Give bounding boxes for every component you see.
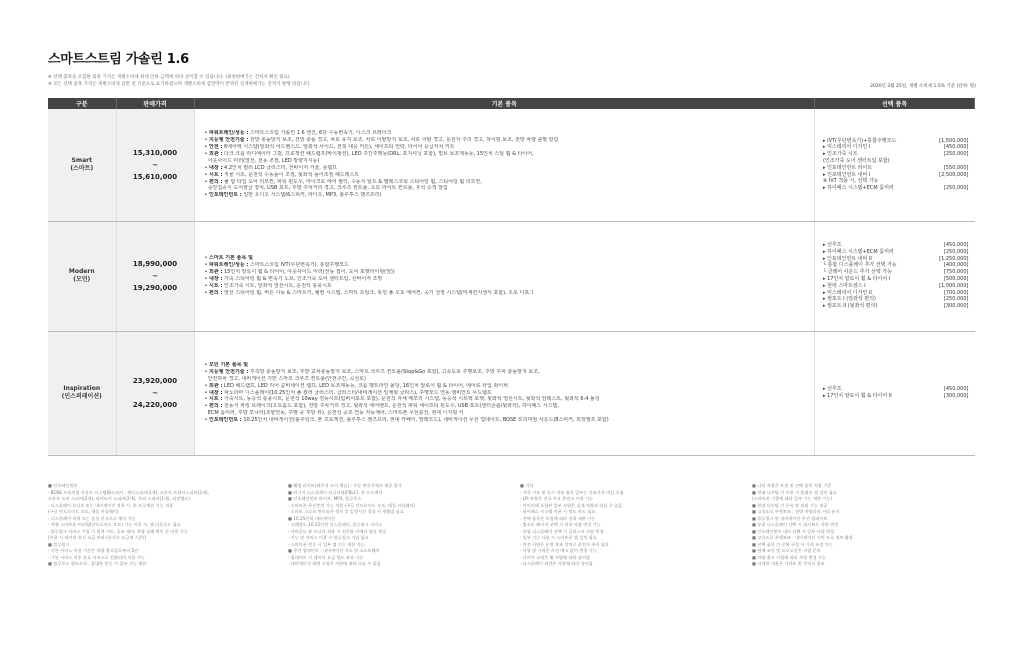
basic-item-text: 가죽시트, 동승석 통풍시트, 운전석 10way 전동시트(럼버서포트 포함), 운전석 자세 메모리 시스템, 동승석 시트백 포켓, 뒷좌석 열선시트, 뒷좌석 암레스트, 뒷좌석 6:4 폴딩 [222, 396, 600, 403]
option-name: ▸ 컴포트 I (앞좌석 편의) [823, 296, 876, 303]
basic-item-text: LED 헤드램프, LED 리어 콤비네이션 램프, LED 보조제동등, 크롬 벨트라인 몰딩, 16인치 알로이 휠 & 타이어, 에어로 타입 와이퍼 [222, 382, 508, 389]
option-name: (인조가죽 도어 센터트림 포함) [823, 157, 890, 164]
basic-item [205, 362, 809, 369]
option-price: [250,000] [943, 185, 969, 192]
option-price: [450,000] [943, 242, 969, 249]
option-name: ▸ 선루프 [823, 242, 842, 249]
option-price: [1,000,000] [939, 282, 969, 289]
footnote-line: · 스마트폰 연동 시 일부 앱 기능 제한 가능 [288, 541, 365, 547]
table-row [48, 109, 975, 221]
option-name: ▸ 인포테인먼트 내비 II [823, 255, 872, 262]
basic-items-cell [194, 331, 815, 455]
basic-item [205, 396, 809, 403]
option-name: ▸ 17인치 알로이 휠 & 타이어 I [823, 276, 891, 282]
footnote-line: ■ 판매 조건 및 프로모션은 지점 문의 [752, 548, 821, 553]
basic-item-category: 시트 : [209, 396, 223, 403]
option-price: [450,000] [943, 144, 969, 151]
table-row [48, 221, 975, 331]
bullet-icon: • [204, 255, 210, 262]
bullet-icon: • [204, 417, 210, 424]
bullet-icon: • [204, 171, 210, 178]
bullet-icon: • [204, 403, 210, 410]
footnote-line: · 디스플레이 오디오 또는 내비게이션 적용 시, 폰 프로젝션 기능 적용 [48, 502, 174, 508]
footnote-line: ■ 현대 디지털 키 등록 및 관리 기능 제공 [752, 502, 828, 508]
basic-item [205, 172, 809, 179]
basic-item-category: 편의 : [209, 178, 223, 185]
option-price: [400,000] [943, 262, 969, 269]
basic-item-text: 풀 탑 타입 도어 리모컨, 파워 윈도우, 마이크로 에어 필터, 수동식 틸트 & 텔레스코픽 스티어링 휠, 스티어링 휠 리모컨, [222, 178, 482, 185]
page-title: 스마트스트림 가솔린 1.6 [48, 52, 189, 67]
bullet-icon: • [204, 130, 210, 137]
footnote-line: · 고해상도 10.25인치 디스플레이, 블루링크 서비스 [288, 522, 383, 527]
basic-item [205, 130, 809, 137]
basic-item [205, 390, 809, 397]
option-price: [500,000] [943, 276, 969, 282]
footnote-line: · 블루링크 서비스 가입 시 원격 시동, 공조 제어, 차량 상태 확인 등 이용 가능 [48, 528, 188, 534]
footnote-line: ■ 블루링크 [48, 541, 70, 547]
footnote-line: · 서라운드 뷰 모니터 적용 시 전후방 카메라 영상 제공 [288, 528, 387, 534]
price-value: 23,920,000 [132, 377, 178, 385]
price-value: ~ [152, 272, 158, 280]
basic-item-text: 4.2인치 컬러 LCD 클러스터, 선바이저 거울, 풋램프 [222, 164, 337, 171]
basic-item-text: 스마트스트림 IVT(무단변속기), 통합주행모드 [248, 262, 349, 269]
price-value: 19,290,000 [132, 284, 178, 292]
basic-item-category: 인포테인먼트 : [209, 192, 242, 199]
price-value: ~ [152, 389, 158, 397]
option-name: ▸ 익스테리어 디자인 I [823, 144, 871, 151]
basic-item [205, 165, 809, 172]
basic-item [205, 151, 809, 158]
option-name: ▸ IVT(무단변속기)+통합주행모드 [823, 137, 897, 144]
basic-item-text: 가죽 스티어링 휠 & 변속기 노브, 인조가죽 도어 센터트림, 선바이저 조명 [222, 276, 383, 282]
basic-item-text: ECM 룸미러, 후방 모니터(조향연동, 주행 중 후방 뷰), 운전석 공조 연동 자동제어, 스마트폰 무선충전, 현대 디지털 키 [207, 410, 464, 417]
footnote-line: · 스마트 크루즈 컨트롤은 정지 후 일정시간 경과 시 재출발 필요 [288, 509, 404, 514]
footnote-line: · 기능 및 서비스 이용 시 블루링크 가입 필요 [288, 535, 369, 540]
footnote-line: [이용 시 데이터 통신 요금 부과 (통신사 요금제 기준)] [48, 535, 147, 540]
date-note: 2020년 3월 25일, 개별 소비세 1.5% 기준 (단위: 원) [870, 84, 976, 89]
option-price: [550,000] [943, 164, 969, 171]
bullet-icon: • [204, 164, 210, 171]
option-name: ▸ 인포테인먼트 라이트 [823, 164, 873, 171]
basic-item-category: 외관 : [209, 269, 223, 276]
footnote-line: ■ 차량 출고 시점에 따라 사양 변경 가능 [752, 554, 826, 560]
basic-items-cell [194, 221, 815, 331]
basic-item-text: 6에어백 시스템(앞좌석 어드밴스드, 앞좌석 사이드, 전복 대응 커튼), 세이프티 언락, 타이어 응급처치 키트 [222, 144, 455, 151]
table-row [48, 331, 975, 455]
option-items-cell [815, 109, 975, 221]
basic-item-category: 시트 : [209, 282, 223, 289]
footnote-line: · 기본 서비스 이용 기간은 차량 출고일로부터 5년 [48, 548, 139, 553]
bullet-icon: • [204, 192, 210, 199]
trim-name: Smart [71, 156, 92, 164]
price-value: 24,220,000 [132, 401, 178, 409]
bullet-icon: • [204, 178, 210, 185]
option-item [823, 165, 969, 172]
basic-item-category: 인포테인먼트 : [209, 417, 242, 424]
option-price: [250,000] [943, 151, 969, 158]
basic-item [205, 262, 809, 269]
footnote-line: · 하이패스 시스템 이용 시 별도 카드 필요 [520, 509, 596, 514]
bullet-icon: • [204, 137, 210, 144]
basic-item-category: 내장 : [209, 276, 223, 282]
footnote-line: · LPi 차량은 전국 주요 충전소 이용 가능 [520, 496, 594, 501]
basic-item-text: 안전하차 경고, 내비게이션 기반 스마트 크루즈 컨트롤(안전구간, 곡선로) [207, 375, 366, 382]
footnote-line: ■ 블루링크 및 내비게이션 무선 업데이트 [752, 515, 828, 521]
footnote-line: ■ 러기지 디스플레이 모니터링(FBLC), 폰 프로젝션 [288, 489, 383, 495]
footnote-line: ■ 인포테인먼트 라이트, MP3, 블루투스 [288, 496, 362, 501]
footnote-line: - 차량 스마트폰 미러링(안드로이드 오토) 기능 이용 시, 앱 다운로드 필요 [48, 522, 181, 527]
option-price: [2,500,000] [939, 171, 969, 178]
footnote-line: · 디스플레이 외관은 사양에 따라 상이함 [520, 561, 593, 566]
header-trim: 구분 [48, 98, 116, 109]
basic-item-category: 지능형 안전기술 : [209, 368, 249, 375]
trim-name: (인스퍼레이션) [61, 393, 102, 400]
option-name: └ 클레어 사운드 추가 선택 가능 [823, 269, 892, 276]
bullet-icon: • [204, 276, 210, 282]
footnote-line: ■ 고속도로 주행보조 : 내비게이션 기반 도로 정보 활용 [752, 535, 853, 540]
footnote-line: · 업데이트 시 데이터 요금 별도 부과 가능 [288, 554, 364, 560]
footnote-line: · 이미지에 포함된 일부 사양은 실제 차량과 다를 수 있음 [520, 502, 623, 508]
basic-item [205, 283, 809, 290]
basic-item-text: 중앙집중식 도어잠금 장치, USB 포트, 후방 주차거리 경고, 크루즈 컨트롤, 오토 라이트 컨트롤, 후석 승객 알림 [207, 185, 448, 192]
basic-item-text: 다크 크롬 라디에이터 그릴, 프로젝션 헤드램프(바이펑션), LED 주간주행등(DRL, 포지셔닝 포함), 벌브 보조제동등, 15인치 스틸 휠 & 타이어, [222, 150, 534, 157]
footnote-line: ■ 고속도로 주행보조 : 전방 차량과의 거리 유지 [752, 509, 840, 514]
footnote-line: ■ 인포테인먼트 [48, 483, 78, 488]
basic-item-category: 내장 : [209, 389, 223, 396]
trim-name-cell [48, 331, 116, 455]
option-price: [1,500,000] [939, 137, 969, 144]
top-note: ※ 선택 품목을 포함한 외관 가격은 개별소비세 최대 인하 금액에 따라 상이할 수 있습니다. (최종판매가는 견적서 확인 필요) [48, 75, 290, 80]
option-name: ▸ 익스테리어 디자인 II [823, 289, 872, 296]
basic-item [205, 417, 809, 424]
basic-item [205, 158, 809, 165]
basic-item-category: 스마트 기본 품목 및 [209, 255, 253, 262]
bullet-icon: • [204, 382, 210, 389]
price-value: ~ [152, 160, 158, 169]
option-item [823, 303, 969, 310]
option-price: [250,000] [943, 248, 969, 255]
basic-item [205, 410, 809, 417]
basic-item-text: 전방 충돌방지 보조, 전방 충돌 경고, 차로 유지 보조, 차로 이탈방지 보조, 차로 이탈 경고, 운전자 주의 경고, 하이빔 보조, 전방 차량 출발 알림 [248, 137, 559, 144]
basic-item [205, 137, 809, 144]
footnote-column [288, 483, 523, 568]
option-name: ▸ 하이패스 시스템+ECM 룸미러 [823, 248, 894, 255]
footnote-line: ■ 현대 디지털 키 이용 시 휴대폰 앱 설치 필요 [752, 489, 837, 495]
bullet-icon: • [204, 144, 210, 151]
basic-item [205, 376, 809, 383]
option-name: ※ IVT 적용 시, 선택 가능 [823, 178, 879, 185]
price-table [48, 98, 975, 456]
bullet-icon: • [204, 282, 210, 289]
option-price: [750,000] [943, 269, 969, 276]
footnote-column [520, 483, 755, 568]
option-name: ▸ 현대 스마트센스 I [823, 282, 866, 289]
basic-item-text: 인조가죽 시트, 앞좌석 열선시트, 운전석 통풍시트 [222, 282, 332, 289]
option-price: [300,000] [943, 303, 969, 310]
footnote-line: ■ 10.25인치 내비게이션 [288, 515, 335, 521]
option-item [823, 185, 969, 192]
option-name: ▸ 인포테인먼트 내비 I [823, 171, 871, 178]
option-item [823, 249, 969, 256]
basic-item [205, 185, 809, 192]
basic-item-category: 외관 : [209, 150, 223, 157]
header-price: 판매가격 [116, 98, 194, 109]
trim-name: (모던) [73, 276, 91, 283]
option-item [823, 242, 969, 249]
footnote-line: ■ 인포테인먼트 내비 선택 시 일부 사양 변경 [752, 528, 835, 534]
bullet-icon: • [204, 289, 210, 296]
bullet-icon: • [204, 269, 210, 276]
option-item [823, 386, 969, 393]
option-item [823, 269, 969, 276]
basic-item-category: 편의 : [209, 289, 223, 296]
basic-item-category: 내장 : [209, 164, 223, 171]
option-name: ▸ 컴포트 II (뒷좌석 편의) [823, 303, 878, 310]
footnote-column [752, 483, 987, 568]
option-price: [700,000] [943, 289, 969, 296]
basic-item-category: 편의 : [209, 403, 223, 410]
basic-item-text: 15인치 알로이 휠 & 타이어, 아웃사이드 미러(전동 접이, 도어 포켓라이팅(앞)) [222, 269, 395, 276]
price-value: 15,610,000 [132, 172, 178, 181]
option-items-cell [815, 221, 975, 331]
basic-item [205, 269, 809, 276]
table-header-row [48, 98, 975, 109]
trim-name: Inspiration [63, 385, 101, 392]
option-price: [450,000] [943, 386, 969, 393]
basic-item [205, 369, 809, 376]
price-value: 15,310,000 [132, 148, 178, 157]
footnote-line: ■ 무선 업데이트 : 내비게이션 지도 및 소프트웨어 [288, 548, 380, 553]
trim-name: Modern [68, 268, 95, 275]
trim-name-cell [48, 221, 116, 331]
basic-item-category: 모던 기본 품목 및 [209, 361, 249, 368]
basic-item [205, 403, 809, 410]
basic-item-category: 시트 : [209, 171, 223, 178]
footnote-line: · 일부 기능 사용 시 스마트폰 앱 설치 필요 [520, 535, 597, 540]
basic-item-text: 후측방 충돌방지 보조, 후방 교차충돌방지 보조, 스마트 크루즈 컨트롤(Stop&Go 포함), 고속도로 주행보조, 후방 주차 충돌방지 보조, [248, 368, 540, 375]
price-cell [116, 109, 194, 221]
price-cell [116, 331, 194, 455]
price-cell [116, 221, 194, 331]
footnote-line: · 내비게이션 화면 구성은 사양에 따라 다를 수 있음 [288, 561, 381, 566]
basic-item-text: 아웃사이드 미러(열선, 전동 조절, LED 방향지시등) [207, 157, 320, 164]
header-basic-items: 기본 품목 [194, 98, 815, 109]
basic-item [205, 276, 809, 283]
option-name: └ 통합 디스플레이 추가 선택 가능 [823, 262, 897, 269]
option-item [823, 158, 969, 165]
option-item [823, 151, 969, 158]
footnote-line: · 안전 사양은 운전 보조 장치로 운전자 주의 필요 [520, 541, 609, 547]
option-price: [300,000] [943, 393, 969, 399]
basic-item-category: 외관 : [209, 382, 223, 389]
footnote-column [48, 483, 283, 568]
footnote-line: · 통합 디스플레이 선택 시 클러스터 사양 변경 [520, 528, 604, 534]
footnote-line: · 사양 및 가격은 사전 예고 없이 변경 가능 [520, 548, 597, 553]
footnote-line: · 선택 품목은 트림에 따라 장착 제한 가능 [520, 515, 596, 521]
footnote-line: - 디스플레이 터치 또는 음성 인식으로 제어 가능 [48, 515, 136, 521]
option-price: [250,000] [943, 296, 969, 303]
top-notes [48, 74, 311, 88]
footnote-line: ■ 나의 차량은 트림 및 선택 품목 적용 기준 [752, 483, 832, 488]
basic-item [205, 290, 809, 297]
top-note: ※ 모든 선택 품목 가격은 개별소비세 감면 전 기준으로 표기하였으며 개별소비세 감면액이 반영된 실제판매가는 견적서 발행 바랍니다. [48, 82, 311, 87]
bullet-icon: • [204, 150, 210, 157]
footnote-line: · 타이어 규격은 휠 사양에 따라 상이함 [520, 554, 590, 560]
option-item [823, 276, 969, 283]
basic-item-category: 지능형 안전기술 : [209, 137, 249, 144]
option-name: ▸ 하이패스 시스템+ECM 룸미러 [823, 185, 894, 192]
basic-item-text: 직물 시트, 운전석 수동높이 조절, 뒷좌석 높이조절 헤드레스트 [222, 171, 360, 178]
trim-name: (스마트) [70, 164, 94, 172]
basic-item-text: 스마트스트림 가솔린 1.6 엔진, 6단 수동변속기, 디스크 브레이크 [248, 130, 392, 137]
footnote-line: ■ 기타 [520, 483, 534, 488]
header-option-items: 선택 품목 [815, 98, 975, 109]
bullet-icon: • [204, 368, 210, 375]
basic-item-text: 파노라마 디스플레이(10.25인치 풀 컬러 클러스터, 클러스터/내비게이션 일체형 글라스), 주행모드 연동 앰비언트 무드램프 [222, 389, 492, 396]
footnote-line: ■ 선택 품목 간 중복 구성 시 가격 조정 가능 [752, 541, 833, 547]
footnote-line: ■ 자세한 내용은 가격표 및 견적서 참조 [752, 561, 825, 566]
bullet-icon: • [204, 396, 210, 403]
footnote-line: · 기본 서비스 이후 유료 서비스로 전환되며 사용 가능 [48, 554, 145, 560]
basic-item [205, 144, 809, 151]
basic-item-text: 전동식 파킹 브레이크(오토홀드 포함), 전방 주차거리 경고, 뒷좌석 에어벤트, 운전석 파워 세이프티 윈도우, USB 포트(센터콘솔/뒷좌석), 하이패스 시스템, [222, 403, 559, 410]
footnote-line: ■ 통합 디스플레이 선택 시 대시보드 사양 변경 [752, 522, 839, 527]
footnote-line: ■ 블루투스 핸즈프리 : 휴대폰 연동 시 일부 기능 제한 [48, 561, 147, 566]
basic-item [205, 192, 809, 199]
option-item [823, 393, 969, 400]
bullet-icon: • [204, 262, 210, 269]
basic-item-category: 안전 : [209, 144, 223, 151]
option-name: ▸ 인조가죽 시트 [823, 151, 858, 158]
price-value: 18,990,000 [132, 260, 178, 268]
footnote-line: · BOSE 프리미엄 사운드 시스템(8스피커 : 센터스피커(1개), 프론트 트위터스피커(2개), [48, 489, 209, 495]
basic-item-text: 10.25인치 내비게이션(블루링크, 폰 프로젝션, 블루투스 핸즈프리, 현대 카페이, 발레모드), 내비게이션 무선 업데이트, BOSE 프리미엄 사운드(8스피커, 외장앰프 포함) [241, 417, 609, 424]
footnote-line: 프론트 도어 스피커(2개), 리어도어 스피커(2개), 우퍼 스피커(1개), 외장앰프) [48, 496, 190, 501]
footnote-line: · 가죽 시트 및 동시 적용 품목 일부는 인조가죽 마감 포함 [520, 489, 624, 495]
basic-item [205, 179, 809, 186]
footnote-line: · 컴포트 패키지 선택 시 적용 사양 변경 가능 [520, 522, 601, 527]
basic-item-text: 일반 오디오 시스템(6스피커, 라디오, MP3, 블루투스 핸즈프리) [241, 192, 382, 199]
basic-item [205, 383, 809, 390]
bullet-icon: • [204, 389, 210, 396]
option-name: ▸ 선루프 [823, 386, 842, 393]
footnote-line: (구글 안드로이드 오토, 애플 카플레이) [48, 509, 119, 514]
option-name: ▸ 17인치 알로이 휠 & 타이어 II [823, 393, 892, 399]
option-item [823, 283, 969, 290]
trim-name-cell [48, 109, 116, 221]
option-price: [1,250,000] [939, 255, 969, 262]
option-items-cell [815, 331, 975, 455]
footnote-line: (스마트폰 기종에 따라 일부 기능 제한 가능) [752, 496, 833, 501]
footnote-line: · 스마트폰 무선충전 기능 지원 (구글 안드로이드 오토, 애플 카플레이) [288, 502, 416, 508]
footnote-line: ■ 웰컴 라이트(버튼식 도어 핸들) : 수동 변속기에서 제공 불가 [288, 483, 402, 488]
basic-item-text: 열선 스티어링 휠, 버튼 시동 & 스마트키, 웰컴 시스템, 스마트 트렁크, 듀얼 풀 오토 에어컨, 공기 청정 시스템(미세먼지센서 포함), 오토 디포그 [222, 289, 534, 296]
basic-item [205, 255, 809, 262]
basic-items-cell [194, 109, 815, 221]
bullet-icon: • [204, 361, 210, 368]
basic-item-category: 파워트레인/성능 : [209, 130, 249, 137]
basic-item-category: 파워트레인/성능 : [209, 262, 249, 269]
